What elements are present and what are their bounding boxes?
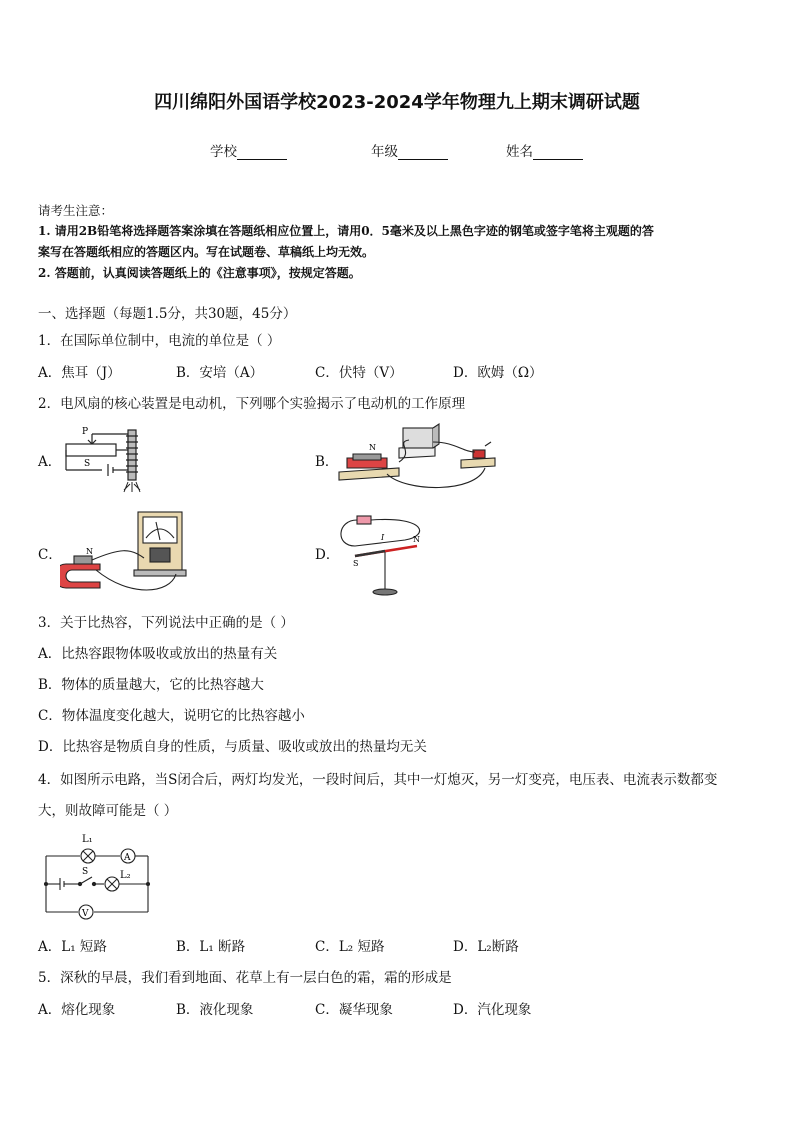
fig-d-label-i: I <box>381 533 385 542</box>
q2-figure-a-electromagnet <box>58 426 154 496</box>
q1-option-a[interactable]: A．焦耳（J） <box>38 365 121 381</box>
name-label: 姓名 <box>506 144 533 160</box>
q5-stem: 5．深秋的早晨，我们看到地面、花草上有一层白色的霜，霜的形成是 <box>38 970 452 986</box>
q3-option-c[interactable]: C．物体温度变化越大，说明它的比热容越小 <box>38 708 305 724</box>
q2-option-a[interactable]: A． <box>38 454 62 470</box>
fig-c-label-n: N <box>86 547 93 556</box>
q2-option-b[interactable]: B． <box>315 454 339 470</box>
q4-fig-label-a: A <box>124 853 131 863</box>
q3-option-b[interactable]: B．物体的质量越大，它的比热容越大 <box>38 677 264 693</box>
q2-option-c[interactable]: C． <box>38 547 62 563</box>
grade-field[interactable] <box>371 140 448 160</box>
school-blank[interactable] <box>237 145 287 160</box>
q5-option-a[interactable]: A．熔化现象 <box>38 1002 116 1018</box>
q4-fig-label-v: V <box>82 909 89 919</box>
q2-figure-b-motor <box>335 422 503 498</box>
q3-option-d[interactable]: D．比热容是物质自身的性质，与质量、吸收或放出的热量均无关 <box>38 739 427 755</box>
notice-heading: 请考生注意： <box>38 203 114 218</box>
q4-option-b[interactable]: B．L₁ 断路 <box>176 939 246 955</box>
q4-option-c[interactable]: C．L₂ 短路 <box>315 939 385 955</box>
q4-circuit-figure <box>40 828 156 924</box>
q1-stem: 1．在国际单位制中，电流的单位是（ ） <box>38 333 281 349</box>
fig-b-label-n: N <box>369 443 376 452</box>
q5-option-b[interactable]: B．液化现象 <box>176 1002 254 1018</box>
q2-option-d[interactable]: D． <box>315 547 340 563</box>
q2-stem: 2．电风扇的核心装置是电动机，下列哪个实验揭示了电动机的工作原理 <box>38 396 466 412</box>
school-label: 学校 <box>210 144 237 160</box>
page-title: 四川绵阳外国语学校2023-2024学年物理九上期末调研试题 <box>154 92 640 113</box>
q5-option-c[interactable]: C．凝华现象 <box>315 1002 393 1018</box>
grade-label: 年级 <box>371 144 398 160</box>
notice-item-1-line-1: 1. 请用2B铅笔将选择题答案涂填在答题纸相应位置上，请用0．5毫米及以上黑色字迹的钢笔或签字笔将主观题的答 <box>38 224 654 238</box>
fig-a-label-p: P <box>82 427 89 437</box>
q1-option-c[interactable]: C．伏特（V） <box>315 365 403 381</box>
q2-figure-c-generator <box>60 508 188 596</box>
fig-d-label-s: S <box>353 559 359 568</box>
fig-d-label-n: N <box>413 535 420 544</box>
q3-stem: 3．关于比热容，下列说法中正确的是（ ） <box>38 615 294 631</box>
name-blank[interactable] <box>533 145 583 160</box>
q4-option-a[interactable]: A．L₁ 短路 <box>38 939 107 955</box>
grade-blank[interactable] <box>398 145 448 160</box>
fig-a-label-s: S <box>84 459 91 469</box>
q2-figure-d-oersted <box>335 510 433 600</box>
q3-option-a[interactable]: A．比热容跟物体吸收或放出的热量有关 <box>38 646 278 662</box>
section-heading: 一、选择题（每题1.5分，共30题，45分） <box>38 306 297 322</box>
school-field[interactable] <box>210 140 287 160</box>
q4-option-d[interactable]: D．L₂断路 <box>453 939 519 955</box>
notice-item-2: 2. 答题前，认真阅读答题纸上的《注意事项》，按规定答题。 <box>38 266 361 280</box>
q4-stem-line-1: 4．如图所示电路，当S闭合后，两灯均发光，一段时间后，其中一灯熄灭，另一灯变亮，电压表、电流表示数都变 <box>38 772 718 788</box>
q4-fig-label-s: S <box>82 867 89 877</box>
notice-item-1-line-2: 案写在答题纸相应的答题区内。写在试题卷、草稿纸上均无效。 <box>38 245 375 259</box>
q4-fig-label-l1: L₁ <box>82 834 93 845</box>
q5-option-d[interactable]: D．汽化现象 <box>453 1002 532 1018</box>
q1-option-d[interactable]: D．欧姆（Ω） <box>453 365 543 381</box>
q4-fig-label-l2: L₂ <box>120 870 131 881</box>
q1-option-b[interactable]: B．安培（A） <box>176 365 264 381</box>
name-field[interactable] <box>506 140 583 160</box>
q4-stem-line-2: 大，则故障可能是（ ） <box>38 803 178 819</box>
